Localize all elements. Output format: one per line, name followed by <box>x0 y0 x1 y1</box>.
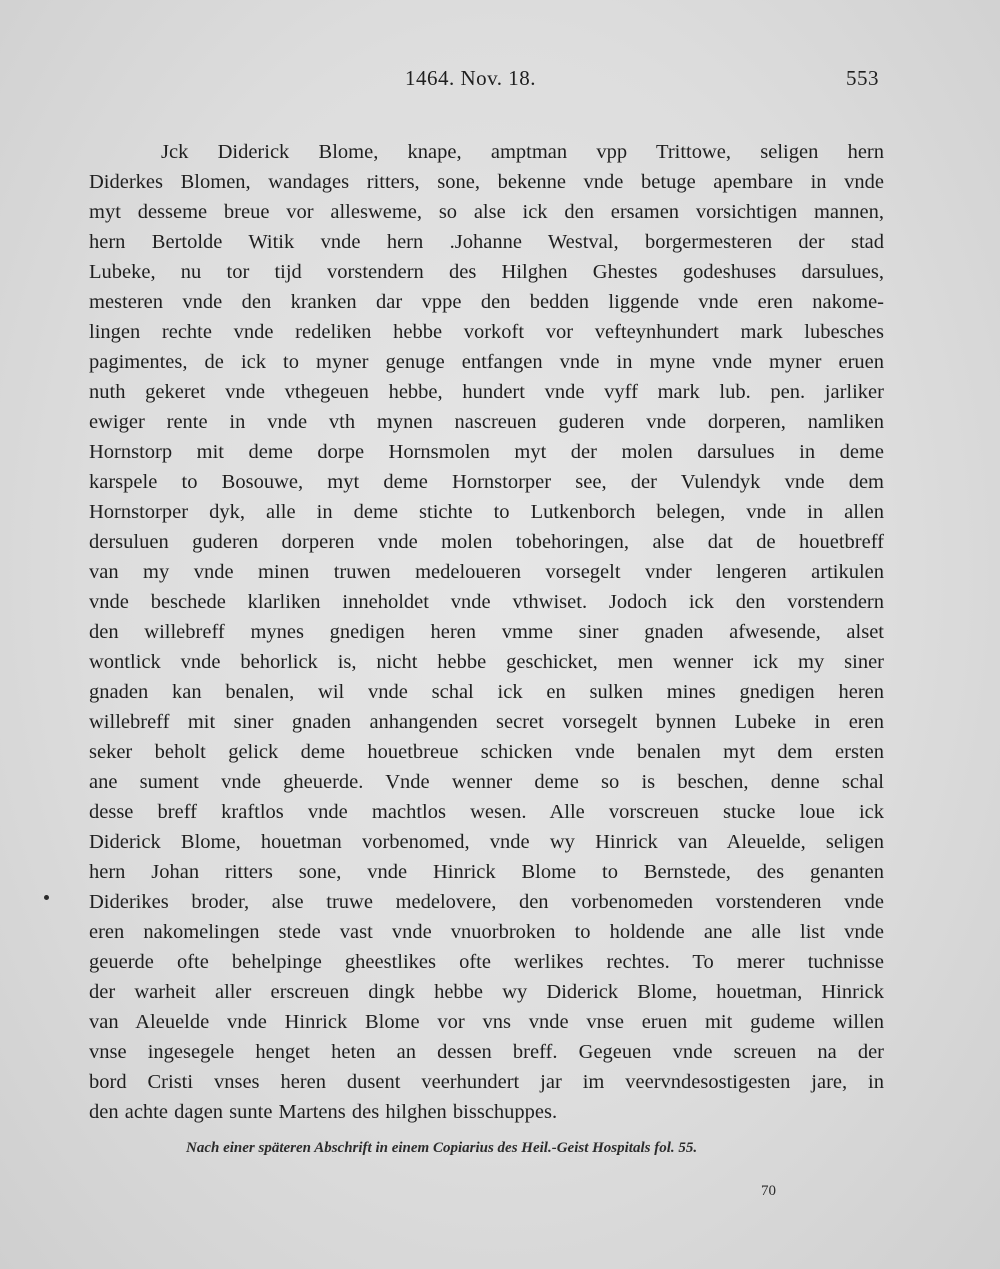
text-line: desse breff kraftlos vnde machtlos wesen. Alle vorscreuen stucke loue ick <box>89 801 884 823</box>
text-line: Diderikes broder, alse truwe medelovere, den vorbenomeden vorstenderen vnde <box>89 891 884 913</box>
document-date: 1464. Nov. 18. <box>405 66 537 90</box>
text-line: Lubeke, nu tor tijd vorstendern des Hilghen Ghestes godeshuses darsulues, <box>89 261 884 283</box>
signature-number: 70 <box>761 1183 776 1199</box>
text-line: Hornstorper dyk, alle in deme stichte to Lutkenborch belegen, vnde in allen <box>89 501 884 523</box>
text-line: Diderkes Blomen, wandages ritters, sone, bekenne vnde betuge apembare in vnde <box>89 171 884 193</box>
text-line: eren nakomelingen stede vast vnde vnuorbroken to holdende ane alle list vnde <box>89 921 884 943</box>
text-line: seker beholt gelick deme houetbreue schicken vnde benalen myt dem ersten <box>89 741 884 763</box>
text-line: myt desseme breue vor allesweme, so alse ick den ersamen vorsichtigen mannen, <box>89 201 884 223</box>
text-line: geuerde ofte behelpinge gheestlikes ofte werlikes rechtes. To merer tuchnisse <box>89 951 884 973</box>
text-line: wontlick vnde behorlick is, nicht hebbe geschicket, men wenner ick my siner <box>89 651 884 673</box>
page-number: 553 <box>846 66 879 90</box>
text-line: dersuluen guderen dorperen vnde molen tobehoringen, alse dat de houetbreff <box>89 531 884 553</box>
text-line: den willebreff mynes gnedigen heren vmme siner gnaden afwesende, alset <box>89 621 884 643</box>
charter-text <box>89 137 884 1127</box>
margin-mark <box>44 895 49 900</box>
text-line: hern Johan ritters sone, vnde Hinrick Blome to Bernstede, des genanten <box>89 861 884 883</box>
text-line: vnse ingesegele henget heten an dessen breff. Gegeuen vnde screuen na der <box>89 1041 884 1063</box>
text-line: willebreff mit siner gnaden anhangenden secret vorsegelt bynnen Lubeke in eren <box>89 711 884 733</box>
text-line: bord Cristi vnses heren dusent veerhundert jar im veervndesostigesten jare, in <box>89 1071 884 1093</box>
text-line: pagimentes, de ick to myner genuge entfangen vnde in myne vnde myner eruen <box>89 351 884 373</box>
text-line: gnaden kan benalen, wil vnde schal ick en sulken mines gnedigen heren <box>89 681 884 703</box>
text-line: den achte dagen sunte Martens des hilghen bisschuppes. <box>89 1101 558 1123</box>
text-line: Jck Diderick Blome, knape, amptman vpp Trittowe, seligen hern <box>161 141 884 163</box>
text-line: lingen rechte vnde redeliken hebbe vorkoft vor vefteynhundert mark lubesches <box>89 321 884 343</box>
text-line: van my vnde minen truwen medeloueren vorsegelt vnder lengeren artikulen <box>89 561 884 583</box>
text-line: vnde beschede klarliken inneholdet vnde vthwiset. Jodoch ick den vorstendern <box>89 591 884 613</box>
text-line: nuth gekeret vnde vthegeuen hebbe, hundert vnde vyff mark lub. pen. jarliker <box>89 381 884 403</box>
text-line: mesteren vnde den kranken dar vppe den bedden liggende vnde eren nakome- <box>89 291 884 313</box>
text-line: van Aleuelde vnde Hinrick Blome vor vns vnde vnse eruen mit gudeme willen <box>89 1011 884 1033</box>
text-line: Diderick Blome, houetman vorbenomed, vnde wy Hinrick van Aleuelde, seligen <box>89 831 884 853</box>
text-line: Hornstorp mit deme dorpe Hornsmolen myt der molen darsulues in deme <box>89 441 884 463</box>
source-note: Nach einer späteren Abschrift in einem Copiarius des Heil.-Geist Hospitals fol. 55. <box>186 1140 698 1156</box>
text-line: ane sument vnde gheuerde. Vnde wenner deme so is beschen, denne schal <box>89 771 884 793</box>
text-line: der warheit aller erscreuen dingk hebbe wy Diderick Blome, houetman, Hinrick <box>89 981 884 1003</box>
text-line: ewiger rente in vnde vth mynen nascreuen guderen vnde dorperen, namliken <box>89 411 884 433</box>
text-line: hern Bertolde Witik vnde hern .Johanne Westval, borgermesteren der stad <box>89 231 884 253</box>
text-line: karspele to Bosouwe, myt deme Hornstorper see, der Vulendyk vnde dem <box>89 471 884 493</box>
